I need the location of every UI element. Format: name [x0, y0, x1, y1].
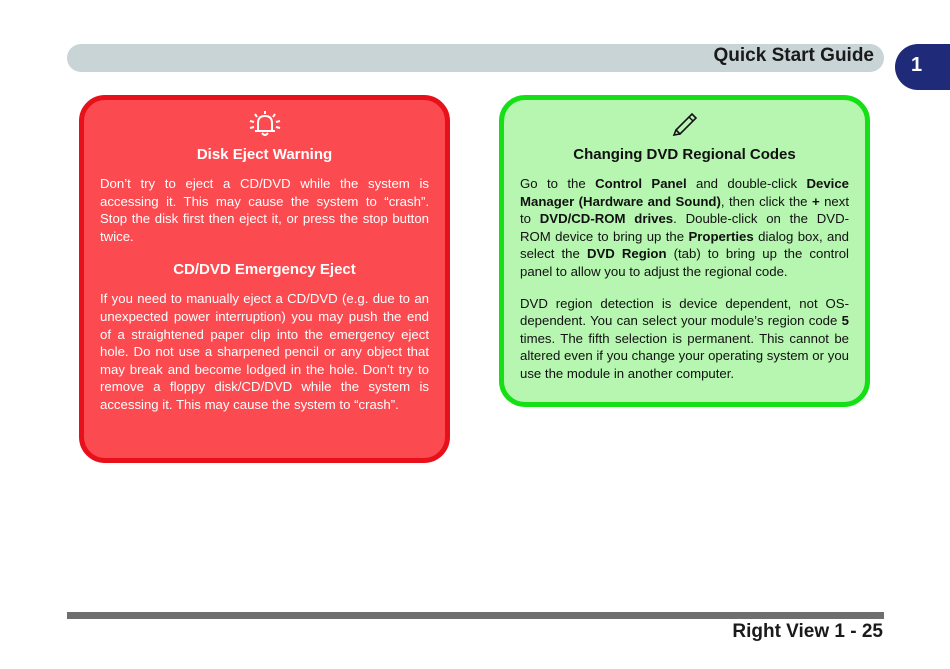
warning-paragraph-emergency-eject: If you need to manually eject a CD/DVD (e.g. due to an unexpected power interruption) you may push the end of a straightened paper clip into the emergency eject hole. Do not use a sharpened pencil or any object that may break and become lodged in the hole. Don’t try to remove a floppy disk/CD/DVD while the system is accessing it. This may cause the system to “crash”.: [100, 291, 429, 412]
ui-term-dvd-region: DVD Region: [586, 246, 667, 262]
ui-term-control-panel: Control Panel: [595, 176, 687, 191]
warning-box: [79, 95, 450, 463]
region-change-count: 5: [841, 313, 849, 329]
pencil-note-icon: [670, 110, 700, 136]
ui-term-device-manager: Device Manager (Hardware and Sound): [520, 176, 849, 209]
ui-term-properties: Properties: [688, 228, 754, 244]
note-paragraph-region-detection: DVD region detection is device dependent, not OS-dependent. You can select your module’s region code 5 times. The fifth selection is permanent. This cannot be altered even if you change your operating system or you use the module in another computer.: [520, 295, 849, 381]
warning-heading-disk-eject: Disk Eject Warning: [196, 146, 333, 163]
chapter-number: 1: [911, 54, 923, 76]
chapter-tab: [895, 44, 950, 90]
warning-heading-emergency-eject: CD/DVD Emergency Eject: [173, 261, 356, 279]
warning-paragraph-disk-eject: Don’t try to eject a CD/DVD while the system is accessing it. This may cause the system to “crash”. Stop the disk first then eject it, or press the stop button twice.: [100, 176, 429, 244]
ui-term-dvd-cdrom-drives: DVD/CD-ROM drives: [539, 211, 674, 227]
page-footer-label: Right View 1 - 25: [732, 621, 883, 642]
warning-alarm-icon: [247, 110, 283, 138]
note-box: [499, 95, 870, 407]
footer-rule: [67, 612, 884, 619]
header-bar: [67, 44, 884, 72]
note-paragraph-instructions: Go to the Control Panel and double-click Device Manager (Hardware and Sound), then click the + next to DVD/CD-ROM drives. Double-click on the DVD-ROM device to bring up the Properties dialog box, and select the DVD Region (tab) to bring up the control panel to allow you to adjust the regional code.: [520, 176, 850, 279]
page-header-title: Quick Start Guide: [713, 45, 874, 66]
ui-term-plus: +: [811, 193, 820, 209]
note-heading-dvd-regional-codes: Changing DVD Regional Codes: [573, 146, 796, 163]
